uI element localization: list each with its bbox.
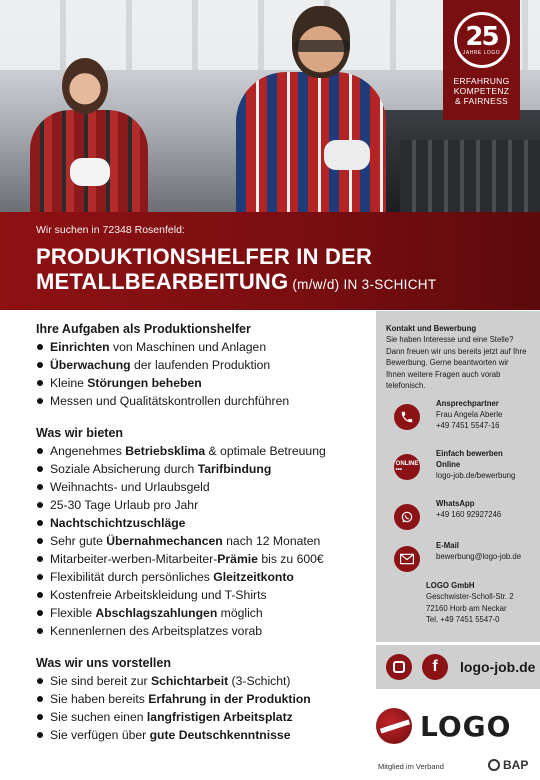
contact-person: Frau Angela Aberle [436, 409, 503, 419]
list-item [36, 532, 366, 550]
worker-woman-head [62, 58, 108, 114]
list-item-text: Flexible [50, 606, 96, 620]
list-item-text: Sie haben bereits [50, 692, 149, 706]
profile-section [36, 654, 366, 744]
list-item-text: Kostenfreie Arbeitskleidung und T-Shirts [50, 588, 267, 602]
list-item-text: Kleine [50, 376, 88, 390]
contact-email[interactable] [386, 540, 530, 576]
logo-mark-icon [376, 708, 412, 744]
company-city: 72160 Horb am Neckar [426, 603, 507, 613]
online-icon: ONLINE ••• [394, 454, 420, 480]
list-item-highlight: langfristigen Arbeitsplatz [146, 710, 293, 724]
list-item-text: Sie sind bereit zur [50, 674, 151, 688]
list-item-text: (3-Schicht) [228, 674, 291, 688]
list-item [36, 726, 366, 744]
company-phone[interactable]: Tel. +49 7451 5547-0 [426, 615, 500, 624]
list-item [36, 496, 366, 514]
contact-label: Ansprechpartner [436, 398, 499, 408]
list-item-text: Mitarbeiter-werben-Mitarbeiter- [50, 552, 218, 566]
list-item-highlight: Nachtschichtzuschläge [50, 516, 186, 530]
list-item-text: Messen und Qualitätskontrollen durchführen [50, 394, 290, 408]
profile-list [36, 672, 366, 744]
anniversary-seal [454, 12, 510, 68]
bap-mark-icon [488, 759, 500, 771]
list-item [36, 478, 366, 496]
list-item [36, 514, 366, 532]
list-item-text: 25-30 Tage Urlaub pro Jahr [50, 498, 199, 512]
list-item [36, 460, 366, 478]
application-link[interactable]: logo-job.de/bewerbung [436, 470, 516, 480]
company-logo [376, 708, 536, 744]
contact-phone[interactable] [386, 398, 530, 442]
company-name: LOGO GmbH [426, 580, 475, 590]
list-item-highlight: Prämie [217, 552, 258, 566]
contact-online-text [436, 448, 515, 481]
badge-claim: & FAIRNESS [454, 96, 509, 106]
membership-note: Mitglied im Verband [378, 762, 444, 771]
list-item [36, 586, 366, 604]
offer-section [36, 424, 366, 640]
list-item-highlight: Abschlagszahlungen [95, 606, 218, 620]
badge-claim: KOMPETENZ [453, 86, 510, 96]
list-item [36, 442, 366, 460]
anniversary-badge [443, 0, 520, 120]
list-item-text: nach 12 Monaten [222, 534, 321, 548]
mail-icon [394, 546, 420, 572]
list-item-highlight: Störungen beheben [87, 376, 202, 390]
list-item-highlight: Tarifbindung [197, 462, 272, 476]
list-item-highlight: Schichtarbeit [150, 674, 229, 688]
list-item-text: möglich [217, 606, 263, 620]
worker-woman [22, 58, 152, 212]
contact-phone-text [436, 398, 502, 431]
logo-wordmark: LOGO [420, 709, 512, 743]
list-item [36, 338, 366, 356]
contact-label: WhatsApp [436, 498, 475, 508]
tasks-list [36, 338, 366, 410]
section-heading: Was wir uns vorstellen [36, 656, 171, 670]
safety-glasses [294, 40, 350, 52]
social-bar [376, 645, 540, 689]
contact-sidebar [376, 311, 540, 642]
location-line: Wir suchen in 72348 Rosenfeld: [36, 224, 185, 236]
company-address [426, 580, 530, 626]
list-item [36, 356, 366, 374]
list-item-text: Weihnachts- und Urlaubsgeld [50, 480, 210, 494]
list-item [36, 708, 366, 726]
contact-whatsapp-text [436, 498, 501, 520]
list-item-highlight: Betriebsklima [125, 444, 206, 458]
list-item-highlight: Erfahrung in der Produktion [148, 692, 311, 706]
list-item-text: Sehr gute [50, 534, 107, 548]
list-item-text: Sie suchen einen [50, 710, 147, 724]
email-address[interactable]: bewerbung@logo-job.de [436, 551, 522, 561]
tasks-section [36, 320, 366, 410]
list-item-text: von Maschinen und Anlagen [109, 340, 267, 354]
contact-phone-number[interactable]: +49 7451 5547-16 [436, 420, 500, 430]
worker-man [236, 0, 386, 212]
list-item [36, 622, 366, 640]
contact-label: E-Mail [436, 540, 459, 550]
contact-intro: Sie haben Interesse und eine Stelle? Dann freuen wir uns bereits jetzt auf Ihre Bewerbung. Gerne beantworten wir Ihnen weitere Fragen auch vorab telefonisch. [386, 335, 527, 390]
website-link[interactable]: logo-job.de [460, 659, 536, 675]
list-item [36, 672, 366, 690]
contact-whatsapp[interactable] [386, 498, 530, 534]
section-heading: Ihre Aufgaben als Produktionshelfer [36, 322, 251, 336]
bap-logo [488, 758, 528, 772]
list-item-text: Kennenlernen des Arbeitsplatzes vorab [50, 624, 263, 638]
contact-email-text [436, 540, 521, 562]
job-title-suffix: (m/w/d) IN 3-SCHICHT [288, 277, 437, 292]
list-item-highlight: gute Deutschkenntnisse [149, 728, 291, 742]
job-title-line1: PRODUKTIONSHELFER IN DER [36, 244, 373, 269]
worker-woman-gloves [70, 158, 110, 186]
contact-online[interactable] [386, 448, 530, 492]
list-item-highlight: Einrichten [50, 340, 110, 354]
list-item [36, 374, 366, 392]
list-item [36, 604, 366, 622]
offer-list [36, 442, 366, 640]
contact-online-word: Online [436, 459, 461, 469]
contact-label: Einfach bewerben [436, 448, 503, 458]
list-item [36, 550, 366, 568]
section-heading: Was wir bieten [36, 426, 124, 440]
bap-wordmark: BAP [503, 758, 529, 772]
list-item-text: Flexibilität durch persönliches [50, 570, 214, 584]
anniversary-sub: JAHRE LOGO [462, 49, 501, 56]
contact-heading: Kontakt und Bewerbung [386, 324, 477, 333]
list-item [36, 568, 366, 586]
machine-detail [400, 140, 540, 212]
job-title-main: METALLBEARBEITUNG [36, 269, 289, 294]
badge-claim: ERFAHRUNG [453, 76, 510, 86]
company-street: Geschwister-Scholl-Str. 2 [426, 592, 514, 601]
list-item [36, 392, 366, 410]
whatsapp-number[interactable]: +49 160 92927246 [436, 509, 502, 519]
list-item-text: Soziale Absicherung durch [50, 462, 198, 476]
instagram-icon[interactable] [386, 654, 412, 680]
list-item-text: Sie verfügen über [50, 728, 150, 742]
list-item-text: bis zu 600€ [257, 552, 324, 566]
facebook-icon[interactable]: f [422, 654, 448, 680]
list-item-highlight: Übernahmechancen [106, 534, 223, 548]
badge-claims [453, 76, 509, 106]
title-banner [0, 212, 540, 310]
main-content [36, 320, 366, 758]
list-item [36, 690, 366, 708]
list-item-highlight: Gleitzeitkonto [213, 570, 294, 584]
list-item-highlight: Überwachung [50, 358, 131, 372]
job-title-line2 [36, 269, 504, 298]
whatsapp-icon [394, 504, 420, 530]
anniversary-number: 25 [465, 21, 498, 52]
list-item-text: der laufenden Produktion [130, 358, 271, 372]
phone-icon [394, 404, 420, 430]
worker-man-gloves [324, 140, 370, 170]
list-item-text: & optimale Betreuung [205, 444, 326, 458]
list-item-text: Angenehmes [50, 444, 126, 458]
